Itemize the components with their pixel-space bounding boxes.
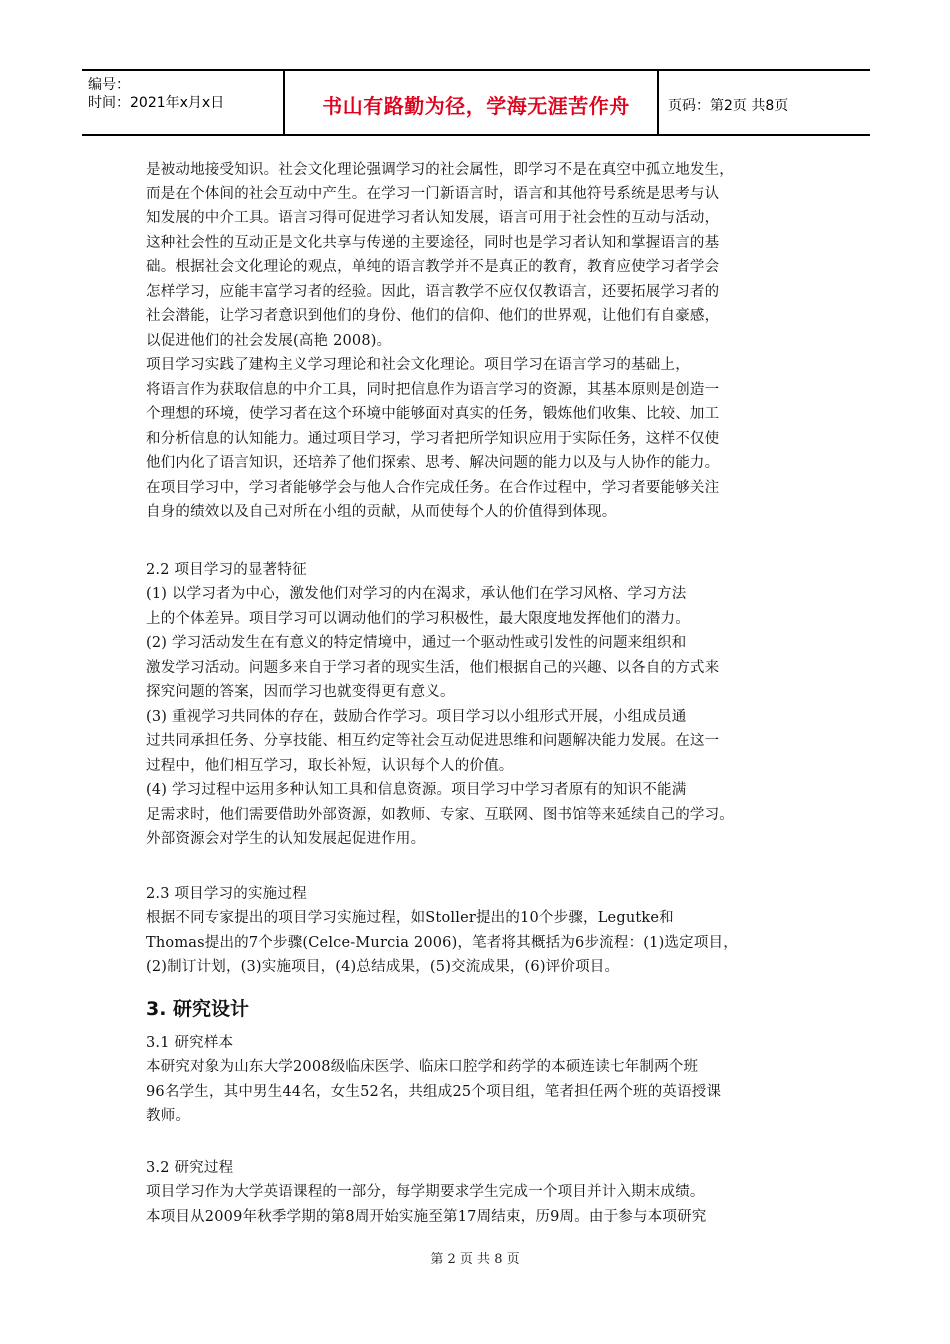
body-line: 知发展的中介工具。语言习得可促进学习者认知发展，语言可用于社会性的互动与活动， [146,210,720,226]
body-line: 而是在个体间的社会互动中产生。在学习一门新语言时，语言和其他符号系统是思考与认 [146,186,720,202]
body-line: 教师。 [146,1108,191,1124]
body-line: 项目学习实践了建构主义学习理论和社会文化理论。项目学习在语言学习的基础上， [146,357,690,373]
body-line: 96名学生，其中男生44名，女生52名，共组成25个项目组，笔者担任两个班的英语授课 [146,1084,722,1100]
body-line: 这种社会性的互动正是文化共享与传递的主要途径，同时也是学习者认知和掌握语言的基 [146,235,720,251]
body-line: (2)制订计划，(3)实施项目，(4)总结成果，(5)交流成果，(6)评价项目。 [146,959,620,975]
body-line: Thomas提出的7个步骤(Celce-Murcia 2006)，笔者将其概括为6步流程：(1)选定项目， [146,935,738,951]
header-date: 时间：2021年x月x日 [88,95,225,111]
body-line: 激发学习活动。问题多来自于学习者的现实生活，他们根据自己的兴趣、以各自的方式来 [146,660,720,676]
body-line: (3) 重视学习共同体的存在，鼓励合作学习。项目学习以小组形式开展，小组成员通 [146,709,687,725]
body-line: 外部资源会对学生的认知发展起促进作用。 [146,831,426,847]
body-line: 过程中，他们相互学习，取长补短，认识每个人的价值。 [146,758,514,774]
body-line: 本项目从2009年秋季学期的第8周开始实施至第17周结束，历9周。由于参与本项研究 [146,1209,707,1225]
body-line: 以促进他们的社会发展(高艳 2008)。 [146,333,392,349]
header-bottom-border [82,134,870,136]
body-line: 在项目学习中，学习者能够学会与他人合作完成任务。在合作过程中，学习者要能够关注 [146,480,720,496]
body-line: 础。根据社会文化理论的观点，单纯的语言教学并不是真正的教育，教育应使学习者学会 [146,259,720,275]
body-line: 项目学习作为大学英语课程的一部分，每学期要求学生完成一个项目并计入期末成绩。 [146,1184,705,1200]
header-top-border [82,69,870,71]
body-line: 自身的绩效以及自己对所在小组的贡献，从而使每个人的价值得到体现。 [146,504,617,520]
body-line: 上的个体差异。项目学习可以调动他们的学习积极性，最大限度地发挥他们的潜力。 [146,611,690,627]
header-page-number: 页码：第2页 共8页 [668,98,789,114]
body-line: 本研究对象为山东大学2008级临床医学、临床口腔学和药学的本硕连读七年制两个班 [146,1059,699,1075]
body-line: 探究问题的答案，因而学习也就变得更有意义。 [146,684,455,700]
body-line: 足需求时，他们需要借助外部资源，如教师、专家、互联网、图书馆等来延续自己的学习。 [146,807,734,823]
header-number-label: 编号： [88,77,130,93]
section-heading-3: 3. 研究设计 [146,998,250,1020]
header-divider-right [657,69,659,136]
page-footer: 第 2 页 共 8 页 [430,1252,520,1267]
subsection-heading-3-1: 3.1 研究样本 [146,1035,234,1051]
body-line: 怎样学习，应能丰富学习者的经验。因此，语言教学不应仅仅教语言，还要拓展学习者的 [146,284,720,300]
subsection-heading-2-3: 2.3 项目学习的实施过程 [146,886,307,902]
body-line: 是被动地接受知识。社会文化理论强调学习的社会属性，即学习不是在真空中孤立地发生， [146,162,734,178]
subsection-heading-2-2: 2.2 项目学习的显著特征 [146,562,307,578]
header-divider-left [283,69,285,136]
body-line: 个理想的环境，使学习者在这个环境中能够面对真实的任务，锻炼他们收集、比较、加工 [146,406,720,422]
body-line: 过共同承担任务、分享技能、相互约定等社会互动促进思维和问题解决能力发展。在这一 [146,733,720,749]
body-line: 和分析信息的认知能力。通过项目学习，学习者把所学知识应用于实际任务，这样不仅使 [146,431,720,447]
body-line: (4) 学习过程中运用多种认知工具和信息资源。项目学习中学习者原有的知识不能满 [146,782,687,798]
subsection-heading-3-2: 3.2 研究过程 [146,1160,234,1176]
header-motto: 书山有路勤为径，学海无涯苦作舟 [322,94,630,118]
body-line: 他们内化了语言知识，还培养了他们探索、思考、解决问题的能力以及与人协作的能力。 [146,455,720,471]
body-line: (1) 以学习者为中心，激发他们对学习的内在渴求，承认他们在学习风格、学习方法 [146,586,687,602]
body-line: (2) 学习活动发生在有意义的特定情境中，通过一个驱动性或引发性的问题来组织和 [146,635,687,651]
body-line: 根据不同专家提出的项目学习实施过程，如Stoller提出的10个步骤，Legutke和 [146,910,674,926]
body-line: 社会潜能，让学习者意识到他们的身份、他们的信仰、他们的世界观，让他们有自豪感， [146,308,720,324]
body-line: 将语言作为获取信息的中介工具，同时把信息作为语言学习的资源，其基本原则是创造一 [146,382,720,398]
